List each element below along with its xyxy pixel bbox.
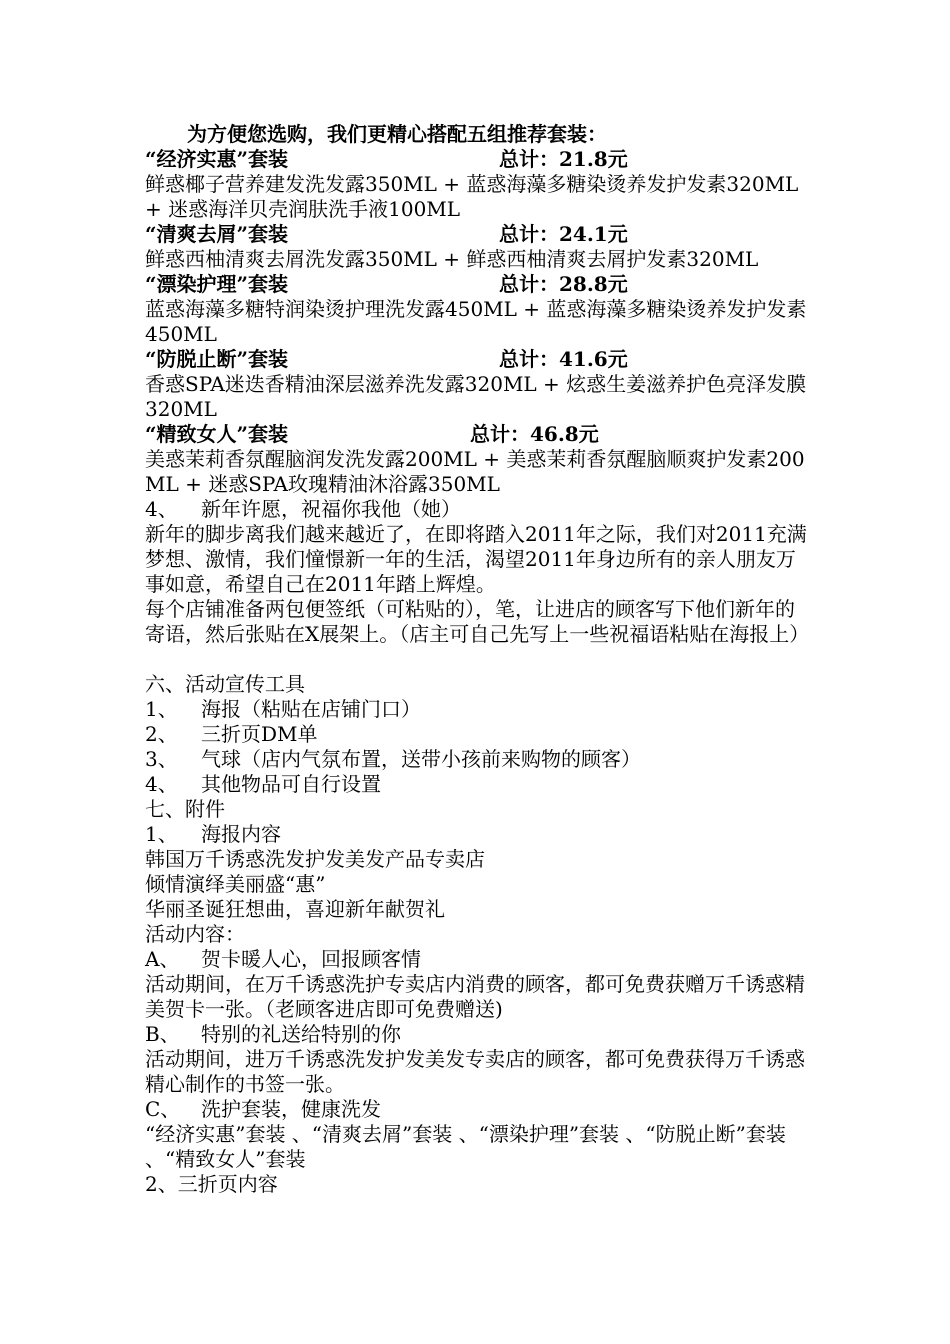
activity-c-title: 洗护套装，健康洗发 (201, 1097, 381, 1121)
list-item (145, 697, 813, 722)
set-name: “清爽去屑”套装 (145, 222, 289, 246)
activity-a-title-row (145, 947, 813, 972)
list-item-text: 气球（店内气氛布置，送带小孩前来购物的顾客） (201, 747, 641, 771)
poster-line: 韩国万千诱惑洗发护发美发产品专卖店 (145, 847, 485, 871)
package-set-3 (145, 272, 813, 347)
section4-title: 新年许愿，祝福你我他（她） (201, 497, 461, 521)
list-item-number: 4、 (145, 772, 178, 796)
activity-c-text: “经济实惠”套装 、“清爽去屑”套装 、“漂染护理”套装 、“防脱止断”套装 、“精致女人”套装 (145, 1122, 786, 1171)
activity-a-text: 活动期间，在万千诱惑洗护专卖店内消费的顾客，都可免费获赠万千诱惑精美贺卡一张。（老顾客进店即可免费赠送) (145, 972, 805, 1021)
set-items: 蓝惑海藻多糖特润染烫护理洗发露450ML + 蓝惑海藻多糖染烫养发护发素450ML (145, 297, 807, 346)
poster-title: 海报内容 (201, 822, 281, 846)
section4-paragraph-1: 新年的脚步离我们越来越近了，在即将踏入2011年之际，我们对2011充满梦想、激情，我们憧憬新一年的生活，渴望2011年身边所有的亲人朋友万事如意，希望自己在2011年踏上辉煌。 (145, 522, 807, 596)
poster-title-row (145, 822, 813, 847)
list-item-number: 2、 (145, 722, 178, 746)
document-page (145, 122, 813, 1197)
section4-number: 4、 (145, 497, 178, 521)
package-set-2 (145, 222, 813, 272)
activity-a-title: 贺卡暖人心，回报顾客情 (201, 947, 421, 971)
package-set-4 (145, 347, 813, 422)
set-total: 总计：41.6元 (499, 347, 628, 371)
activity-b-number: B、 (145, 1022, 180, 1046)
set-items: 美惑茉莉香氛醒脑润发洗发露200ML + 美惑茉莉香氛醒脑顺爽护发素200ML + 迷惑SPA玫瑰精油沐浴露350ML (145, 447, 805, 496)
spacer (145, 647, 813, 672)
intro-heading: 为方便您选购，我们更精心搭配五组推荐套装： (187, 122, 607, 146)
set-items: 香惑SPA迷迭香精油深层滋养洗发露320ML + 炫惑生姜滋养护色亮泽发膜320ML (145, 372, 807, 421)
trifold-heading: 2、三折页内容 (145, 1172, 278, 1196)
activity-b-text: 活动期间，进万千诱惑洗发护发美发专卖店的顾客，都可免费获得万千诱惑精心制作的书签一张。 (145, 1047, 805, 1096)
list-item-number: 3、 (145, 747, 178, 771)
list-item (145, 772, 813, 797)
section4-paragraph-2: 每个店铺准备两包便签纸（可粘贴的），笔，让进店的顾客写下他们新年的寄语，然后张贴在X展架上。（店主可自己先写上一些祝福语粘贴在海报上） (145, 597, 810, 646)
poster-line: 倾情演绎美丽盛“惠” (145, 872, 326, 896)
section4-title-row (145, 497, 813, 522)
activity-b-title-row (145, 1022, 813, 1047)
set-name: “经济实惠”套装 (145, 147, 289, 171)
set-name: “漂染护理”套装 (145, 272, 289, 296)
activity-c-title-row (145, 1097, 813, 1122)
set-total: 总计：24.1元 (499, 222, 628, 246)
activity-b-title: 特别的礼送给特别的你 (201, 1022, 401, 1046)
list-item-text: 海报（粘贴在店铺门口） (201, 697, 421, 721)
set-total: 总计：28.8元 (499, 272, 628, 296)
package-set-1 (145, 147, 813, 222)
set-total: 总计：46.8元 (470, 422, 599, 446)
package-set-5 (145, 422, 813, 497)
list-item (145, 722, 813, 747)
list-item-text: 其他物品可自行设置 (201, 772, 381, 796)
poster-line: 华丽圣诞狂想曲，喜迎新年献贺礼 (145, 897, 445, 921)
section7-heading: 七、附件 (145, 797, 225, 821)
section6-heading: 六、活动宣传工具 (145, 672, 305, 696)
list-item-text: 三折页DM单 (201, 722, 318, 746)
poster-line: 活动内容： (145, 922, 245, 946)
activity-c-number: C、 (145, 1097, 181, 1121)
list-item (145, 747, 813, 772)
poster-number: 1、 (145, 822, 178, 846)
set-name: “防脱止断”套装 (145, 347, 289, 371)
set-name: “精致女人”套装 (145, 422, 289, 446)
list-item-number: 1、 (145, 697, 178, 721)
activity-a-number: A、 (145, 947, 180, 971)
set-items: 鲜惑西柚清爽去屑洗发露350ML + 鲜惑西柚清爽去屑护发素320ML (145, 247, 759, 271)
set-total: 总计：21.8元 (499, 147, 628, 171)
set-items: 鲜惑椰子营养建发洗发露350ML + 蓝惑海藻多糖染烫养发护发素320ML + 迷惑海洋贝壳润肤洗手液100ML (145, 172, 799, 221)
